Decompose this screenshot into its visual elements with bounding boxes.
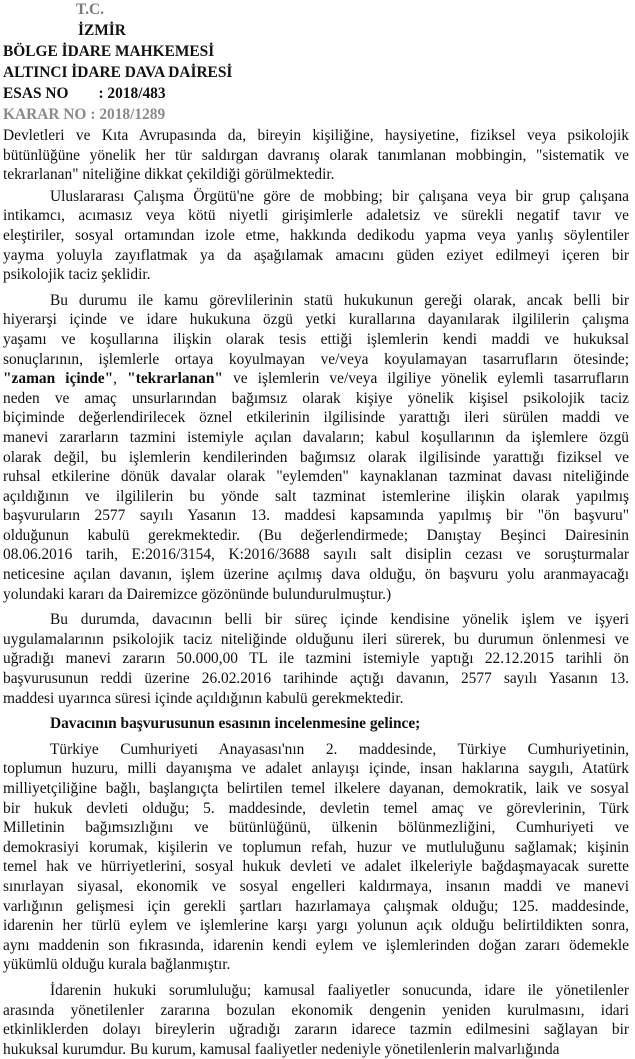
- paragraph-p7: [3, 981, 629, 1059]
- document-body: [3, 126, 629, 1059]
- text-line: başvurusunun reddi üzerine 26.02.2016 tarihinde açtığı davanın, 2577 sayılı Yasanın 13.: [3, 670, 629, 688]
- paragraph-p5: [3, 714, 629, 734]
- text-line: manevi zararların tazmini istemiyle açılan davaların; kabul koşullarının da işlemlere özgü: [3, 428, 629, 446]
- text-line: başvuruların 2577 sayılı Yasanın 13. maddesi kapsamında yapılmış bir "ön başvuru": [3, 507, 629, 525]
- text-line: temel hak ve hürriyetlerini, sosyal hukuk devleti ve adalet ilkeleriyle bağdaşmayacak surette: [3, 858, 629, 876]
- text-line: yayma yoluyla zayıflatmak ya da aşağılamak amacını güden eziyet edilmeyi içeren bir: [3, 246, 629, 264]
- text-line: neden ve amaç unsurlarından bağımsız olarak kişiye yönelik kişisel psikolojik taciz: [3, 389, 629, 407]
- emphasis: "zaman içinde": [3, 370, 114, 388]
- text-line: Uluslararası Çalışma Örgütü'ne göre de mobbing; bir çalışana veya bir grup çalışana: [50, 187, 629, 205]
- chamber-name: ALTINCI İDARE DAVA DAİRESİ: [3, 64, 233, 81]
- text-line: idarenin her türlü eylem ve işlemlerine karşı yargı yolunun açık olduğu belirtildikten sonra,: [3, 917, 629, 935]
- text-line: etkinliklerden dolayı bireylerin uğradığı zararın idarece tazmin edilmesini sağlayan bir: [3, 1021, 629, 1039]
- text-line: Türkiye Cumhuriyeti Anayasası'nın 2. maddesinde, Türkiye Cumhuriyetinin,: [50, 740, 629, 758]
- text-line: arasında yönetilenler zararına bozulan ekonomik dengenin yeniden kurulmasını, idari: [3, 1001, 629, 1019]
- text-line: sonuçlarının, işlemlerle ortaya koyulmayan ve/veya koyulamayan tasarrufların ötesinde;: [3, 350, 629, 368]
- text-line: "zaman içinde", "tekrarlanan" ve işlemlerin ve/veya ilgiliye yönelik eylemli tasarrufların: [3, 370, 629, 388]
- text-line: yolundaki kararı da Dairemizce gözönünde bulundurulmuştur.): [3, 585, 392, 603]
- esas-value: : 2018/483: [98, 85, 166, 102]
- text-line: Devletleri ve Kıta Avrupasında da, bireyin kişiliğine, haysiyetine, fiziksel veya psikolojik: [3, 127, 629, 144]
- emphasis: "tekrarlanan": [127, 370, 223, 388]
- text-line: Davacının başvurusunun esasının incelenmesine gelince;: [50, 715, 421, 733]
- paragraph-p4: [3, 610, 629, 708]
- paragraph-p2: [3, 187, 629, 285]
- esas-label: ESAS NO: [3, 85, 69, 102]
- text-line: eleştiriler, sosyal ortamından izole etme, hakkında dedikodu yapma veya yanlış söylentiler: [3, 226, 629, 244]
- city-heading: İZMİR: [78, 22, 126, 39]
- text-line: maddesi uyarınca süresi içinde açıldığının kabulü gerekmektedir.: [3, 689, 404, 707]
- text-line: olduğunun kabulü gerekmektedir. (Bu değerlendirmede; Danıştay Beşinci Dairesinin: [3, 526, 629, 544]
- text-line: biçiminde değerlendirilecek öznel etkilerinin ilgilisinde yarattığı ileri sürülen maddi ve: [3, 409, 629, 427]
- text-line: neticesine açılan davanın, işlem üzerine açılmış dava olduğu, ön başvuru yolu aranmayacağı: [3, 566, 629, 584]
- text-line: toplumun huzuru, milli dayanışma ve adalet anlayışı içinde, insan haklarına saygılı, Atatürk: [3, 760, 629, 778]
- karar-value: : 2018/1289: [90, 106, 166, 123]
- text-line: milliyetçiliğine bağlı, başlangıçta belirtilen temel ilkelere dayanan, demokratik, laik ve sosyal: [3, 780, 629, 797]
- text-line: yükümlü olduğu kurala bağlanmıştır.: [3, 956, 231, 974]
- text-line: sınırlayan siyasal, ekonomik ve sosyal engelleri kaldırmaya, insanın maddi ve manevi: [3, 877, 629, 895]
- text-line: uğradığı manevi zararın 50.000,00 TL ile tazmini istemiyle yaptığı 22.12.2015 tarihli ön: [3, 650, 629, 668]
- text-line: bir hukuk devleti olduğu; 5. maddesinde, devletin temel amaç ve görevlerinin, Türk: [3, 799, 629, 817]
- tc-heading: T.C.: [76, 1, 104, 18]
- court-name: BÖLGE İDARE MAHKEMESİ: [3, 43, 215, 60]
- text-line: olarak değil, bu işlemlerin kendilerinden bağımsız olarak ilgilisinde yarattığı fiziksel ve: [3, 448, 629, 466]
- paragraph-p6: [3, 740, 629, 975]
- document-header: [3, 0, 629, 126]
- text-line: Milletinin bağımsızlığını ve bütünlüğünü, ülkenin bölünmezliğini, Cumhuriyeti ve: [3, 819, 629, 837]
- text-line: İdarenin hukuki sorumluluğu; kamusal faaliyetler sonucunda, idare ile yönetilenler: [50, 981, 629, 999]
- esas-number-row: [3, 84, 629, 105]
- text-line: intikamcı, acımasız veya kötü niyetli girişimlerle adaletsiz ve sürekli negatif tavır ve: [3, 207, 629, 225]
- text-line: Bu durumda, davacının belli bir süreç içinde kendisine yönelik işlem ve işyeri: [50, 611, 629, 629]
- text-line: açıldığının ve ilgililerin bu yönde salt tazminat istemlerine ilişkin olarak yapılmış: [3, 487, 629, 505]
- text-line: Bu durumu ile kamu görevlilerinin statü hukukunun gereği olarak, ancak belli bir: [50, 291, 629, 309]
- text-line: uygulamalarının psikolojik taciz niteliğinde olduğunu ileri sürerek, bu durumun önlenmesi ve: [3, 630, 629, 648]
- paragraph-p3: [3, 291, 629, 605]
- text-line: hiyerarşi içinde ve idare hukukuna özgü yetki kurallarına dayanılarak ilgililerin çalışma: [3, 311, 629, 329]
- text-line: demokrasiyi korumak, kişilerin ve toplumun refah, huzur ve mutluluğunu sağlamak; kişinin: [3, 838, 629, 856]
- karar-label: KARAR NO: [3, 106, 87, 123]
- text-line: yaşamı ve koşullarına ilişkin olarak tesis ettiği işlemlerin kendi maddi ve hukuksal: [3, 330, 629, 348]
- text-line: tekrarlanan" niteliğine dikkat çekildiği görülmektedir.: [3, 166, 335, 184]
- karar-number-row: [3, 105, 629, 126]
- text-line: aynı maddenin son fıkrasında, idarenin kendi eylem ve işlemlerinden doğan zararı ödemekle: [3, 936, 629, 954]
- text-line: 08.06.2016 tarih, E:2016/3154, K:2016/3688 sayılı salt disiplin cezası ve soruşturmalar: [3, 546, 629, 564]
- text-line: hukuksal kurumdur. Bu kurum, kamusal faaliyetler nedeniyle yönetilenlerin malvarlığında: [3, 1040, 560, 1058]
- text-line: ruhsal etkilerine dönük davalar olarak "eylemden" kaynaklanan tazminat davası niteliğinde: [3, 468, 629, 486]
- text-line: bütünlüğüne yönelik her tür saldırgan davranış olarak tanımlanan mobbingin, "sistematik ve: [3, 146, 629, 164]
- text-line: varlığının gelişmesi için gerekli şartları hazırlamaya çalışmak olduğu; 125. maddesinde,: [3, 897, 629, 915]
- text-line: psikolojik taciz şeklidir.: [3, 266, 151, 284]
- paragraph-p1: [3, 126, 629, 185]
